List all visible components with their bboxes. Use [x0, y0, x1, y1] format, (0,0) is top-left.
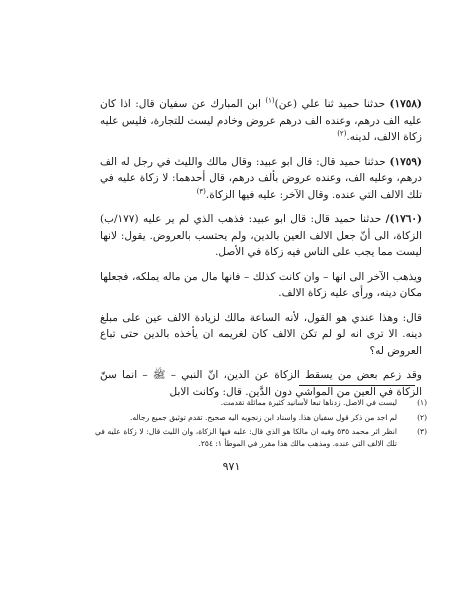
paragraph-text: حدثنا حميد قال: قال ابو عبيد: وقال مالك والليث في رجل له الف درهم، وعليه الف، وعنده عروض بألف درهم، قال أحدهما: لا زكاة عليه في تلك الالف التي عنده. وقال الآخر: عليه فيها الزكاة.: [100, 155, 422, 201]
narration-number: (١٧٥٨): [389, 98, 422, 110]
footnote-text: ليست في الاصل. زدناها تبعا لأسانيد كثيرة مماثلة تقدمت.: [220, 398, 397, 407]
paragraph-continuation: [100, 269, 422, 302]
paragraph-text: حدثنا حميد قال: قال ابو عبيد: فذهب الذي لم ير عليه (١٧٧/ب) الزكاة، الى أنّ جعل الالف العين بالدين، ولم يحتسب بالعروض. يقول: لانها ليست مما يجب على الناس فيه زكاة في الأصل.: [100, 213, 422, 258]
main-text: [100, 96, 422, 408]
paragraph-text: قال: وهذا عندي هو القول، لأنه الساعة مالك لزيادة الالف عين على مبلغ دينه. الا ترى انه لو لم تكن الالف كان لغريمه ان يأخذه بالدين حتى تباع العروض له؟: [100, 311, 422, 357]
paragraph-text: ويذهب الآخر الى انها – وان كانت كذلك – فانها مال من ماله يملكه، فجعلها مكان دينه، ورأى عليه زكاة الالف.: [100, 270, 422, 299]
footnote-mark: (٣): [417, 427, 427, 436]
footnotes: [95, 397, 427, 452]
paragraph-text: ابن المبارك عن سفيان قال: اذا كان عليه الف درهم، وعنده الف درهم عروض وخادم ليست للتجارة، فليس عليه زكاة الالف، لدينه.: [100, 98, 422, 143]
footnote-text: لم اجد من ذكر قول سفيان هذا. واسناد ابن زنجويه اليه صحيح. تقدم توثيق جميع رجاله.: [129, 412, 397, 422]
footnote-mark: (١): [417, 398, 427, 407]
footnote-item: [95, 397, 427, 409]
footnote-ref: (٣): [196, 187, 206, 195]
footnote-text: انظر اثر محمد ٥٣٥ وفيه ان مالكا هو الذي قال: عليه فيها الزكاة، وان الليث قال: لا زكاة عليه في تلك الالف التي عنده. ومذهب مالك هذا مقرر في الموطأ ١: ٢٥٤.: [95, 427, 397, 448]
footnote-ref: (١): [265, 96, 275, 105]
paragraph-continuation: [100, 367, 422, 400]
paragraph-text: حدثنا حميد ثنا علي (عن): [274, 98, 390, 110]
paragraph-1760: [100, 211, 422, 261]
footnote-divider: [299, 385, 415, 386]
footnote-mark: (٢): [417, 412, 427, 422]
narration-number: (١٧٦٠)/: [385, 213, 422, 225]
narration-number: (١٧٥٩): [389, 155, 422, 168]
footnote-item: [95, 426, 427, 449]
footnote-item: [95, 412, 427, 424]
paragraph-text: وقد زعم بعض من يسقط الزكاة عن الدين، انّ النبي – ﷺ – انما سنّ الزكاة في العين من المواشي دون الدَّين. قال: وكانت الابل: [100, 369, 422, 398]
paragraph-1758: [100, 96, 422, 146]
paragraph-continuation: [100, 310, 422, 360]
footnote-ref: (٢): [337, 129, 347, 138]
paragraph-1759: [100, 154, 422, 204]
page-number: ٩٧١: [222, 460, 241, 473]
